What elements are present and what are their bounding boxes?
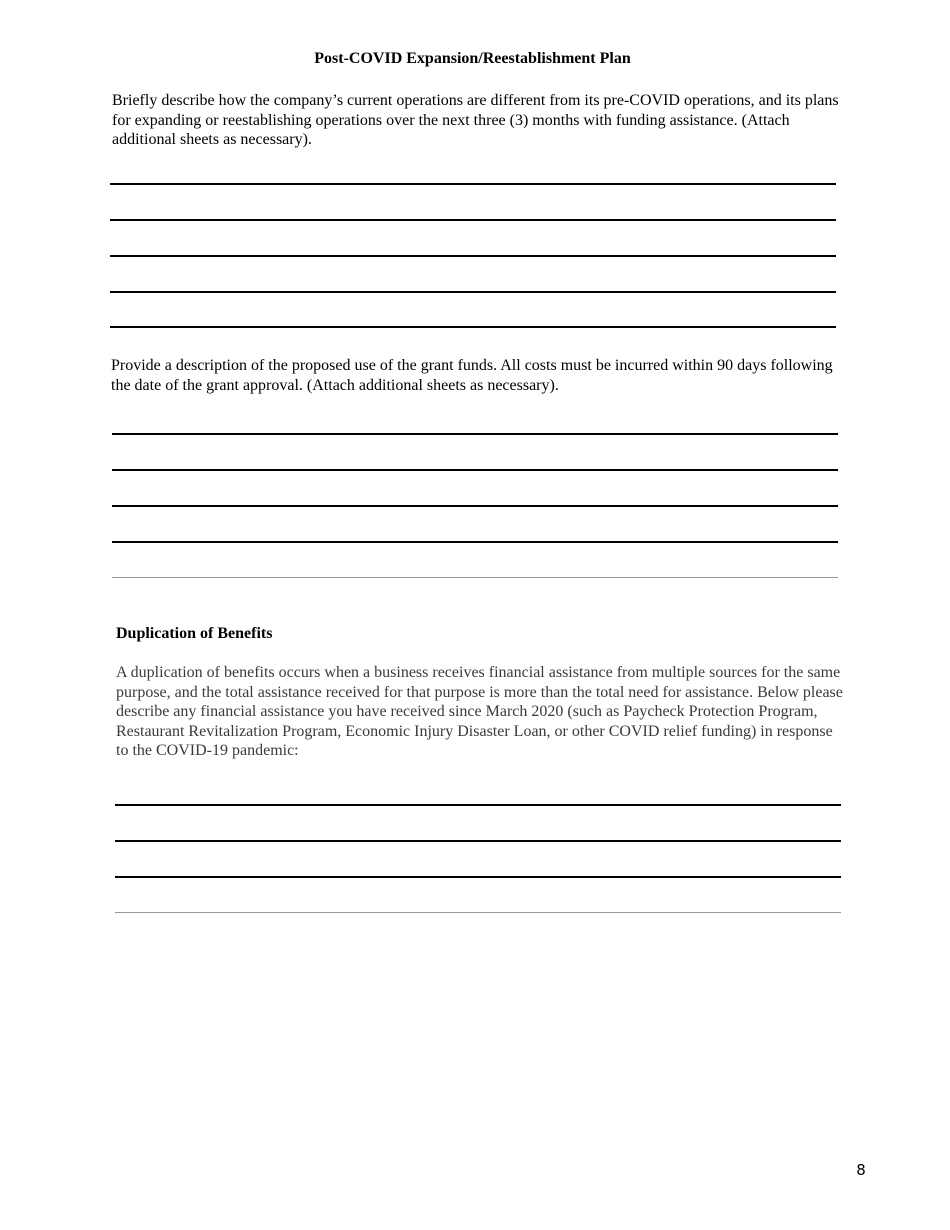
expansion-plan-answer-line-2[interactable] bbox=[110, 219, 836, 221]
duplication-of-benefits-prompt: A duplication of benefits occurs when a business receives financial assistance from multiple sources for the same purpose, and the total assistance received for that purpose is more than the total need for assistance. Below please describe any financial assistance you have received since March 2020 (such as Paycheck Protection Program, Restaurant Revitalization Program, Economic Injury Disaster Loan, or other COVID relief funding) in response to the COVID-19 pandemic: bbox=[116, 664, 843, 759]
grant-funds-answer-line-1[interactable] bbox=[112, 433, 838, 435]
expansion-plan-prompt: Briefly describe how the company’s current operations are different from its pre-COVID operations, and its plans for expanding or reestablishing operations over the next three (3) months with funding assistance. (Attach additional sheets as necessary). bbox=[112, 92, 839, 148]
expansion-plan-answer-line-4[interactable] bbox=[110, 291, 836, 293]
expansion-plan-answer-line-3[interactable] bbox=[110, 255, 836, 257]
duplication-of-benefits-heading: Duplication of Benefits bbox=[116, 625, 273, 642]
duplication-answer-line-3[interactable] bbox=[115, 876, 841, 878]
page-number: 8 bbox=[856, 1161, 866, 1179]
grant-funds-answer-line-5[interactable] bbox=[112, 577, 838, 578]
grant-funds-answer-line-4[interactable] bbox=[112, 541, 838, 543]
grant-funds-answer-line-2[interactable] bbox=[112, 469, 838, 471]
page-title: Post-COVID Expansion/Reestablishment Plan bbox=[314, 50, 631, 67]
duplication-answer-line-2[interactable] bbox=[115, 840, 841, 842]
duplication-answer-line-4[interactable] bbox=[115, 912, 841, 913]
expansion-plan-answer-line-1[interactable] bbox=[110, 183, 836, 185]
duplication-answer-line-1[interactable] bbox=[115, 804, 841, 806]
grant-funds-answer-line-3[interactable] bbox=[112, 505, 838, 507]
expansion-plan-answer-line-5[interactable] bbox=[110, 326, 836, 328]
grant-funds-use-prompt: Provide a description of the proposed use of the grant funds. All costs must be incurred within 90 days following the date of the grant approval. (Attach additional sheets as necessary). bbox=[111, 357, 833, 394]
